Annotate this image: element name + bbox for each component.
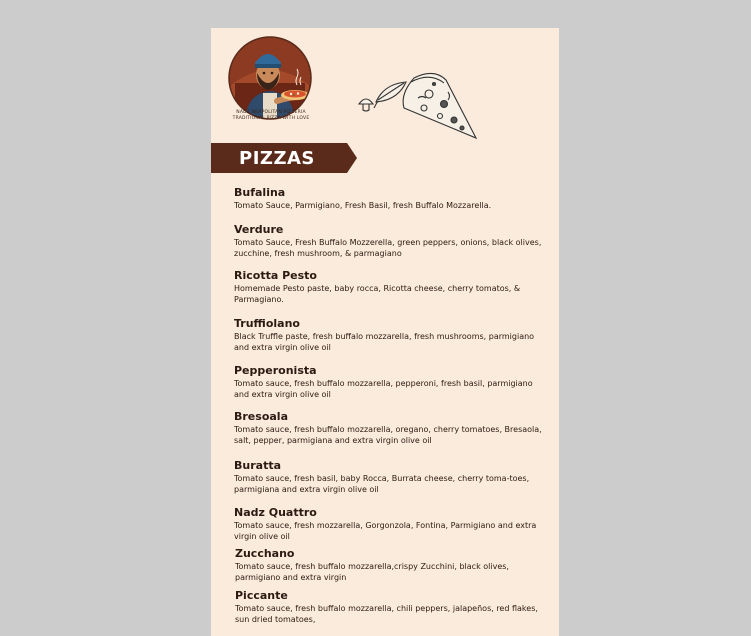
pizza-slice-icon [403,73,476,138]
pizza-illustration [354,68,484,148]
menu-item-description: Tomato sauce, fresh buffalo mozzarella,crispy Zucchini, black olives, parmigiano and extra virgin [235,562,509,582]
menu-item-description: Tomato sauce, fresh mozzarella, Gorgonzola, Fontina, Parmigiano and extra virgin olive oil [234,521,537,541]
mushroom-icon [359,99,373,111]
menu-item [234,223,544,259]
menu-item-name: Zucchano [235,547,295,560]
menu-item [235,589,545,625]
chef-logo-icon [227,35,313,121]
menu-item-name: Pepperonista [234,364,317,377]
menu-item [235,547,545,583]
menu-item-name: Bufalina [234,186,286,199]
menu-item [234,506,544,542]
basil-leaf-icon [374,82,406,108]
menu-item-description: Tomato sauce, fresh buffalo mozzarella, chili peppers, jalapeños, red flakes, sun dried tomatoes, [235,604,538,624]
menu-item-description: Homemade Pesto paste, baby rocca, Ricotta cheese, cherry tomatos, & Parmagiano. [234,284,521,304]
menu-item [234,364,544,400]
logo-name: NADZ NEAPOLITAN PIZZERIA [236,110,306,115]
logo-tagline: TRADITIONAL PIZZA WITH LOVE [232,116,310,121]
menu-item-description: Black Truffle paste, fresh buffalo mozzarella, fresh mushrooms, parmigiano and extra virgin olive oil [234,332,535,352]
menu-item [234,317,544,353]
menu-item [234,459,544,495]
menu-item-name: Nadz Quattro [234,506,317,519]
menu-item [234,410,544,446]
menu-item-name: Verdure [234,223,284,236]
menu-item-description: Tomato sauce, fresh basil, baby Rocca, Burrata cheese, cherry toma-toes, parmigiana and extra virgin olive oil [234,474,530,494]
menu-item-name: Buratta [234,459,282,472]
menu-item-description: Tomato Sauce, Parmigiano, Fresh Basil, fresh Buffalo Mozzarella. [234,201,492,210]
menu-item-name: Piccante [235,589,288,602]
menu-item-name: Ricotta Pesto [234,269,317,282]
section-title: PIZZAS [239,148,315,169]
menu-item-description: Tomato Sauce, Fresh Buffalo Mozzerella, green peppers, onions, black olives, zucchine, fresh mushroom, & parmagiano [234,238,542,258]
menu-item [234,269,544,305]
menu-item-name: Bresoala [234,410,288,423]
menu-card [211,28,559,636]
menu-item-description: Tomato sauce, fresh buffalo mozzarella, pepperoni, fresh basil, parmigiano and extra virgin olive oil [234,379,533,399]
menu-item-name: Truffiolano [234,317,300,330]
menu-item [234,186,544,212]
logo-caption [225,110,317,122]
menu-item-description: Tomato sauce, fresh buffalo mozzarella, oregano, cherry tomatoes, Bresaola, salt, pepper, parmigiana and extra virgin olive oil [234,425,542,445]
